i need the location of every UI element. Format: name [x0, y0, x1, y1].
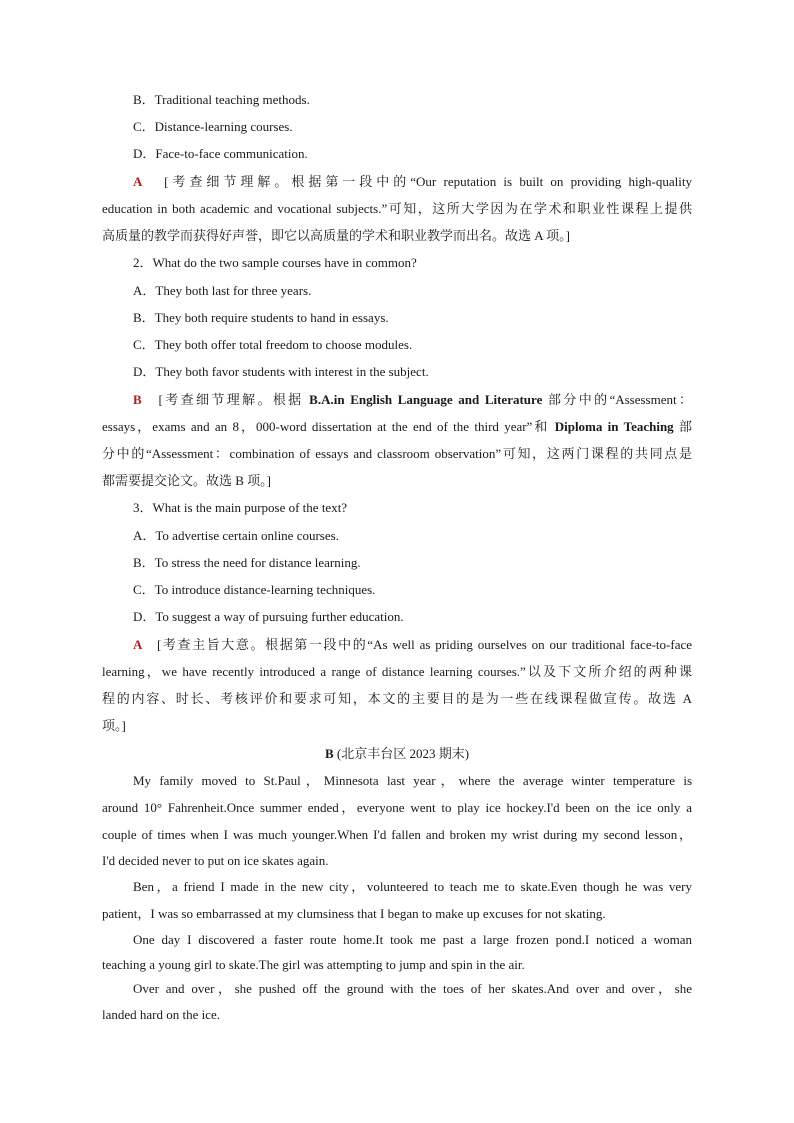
- q2-option-c: C．They both offer total freedom to choose modules.: [133, 337, 413, 352]
- q3-explanation-line: learning，we have recently introduced a range of distance learning courses.”以及下文所介绍的两种课: [102, 664, 692, 679]
- q3-explanation-line: 程的内容、时长、考核评价和要求可知，本文的主要目的是为一些在线课程做宣传。故选 A: [102, 691, 692, 706]
- passage-line: couple of times when I was much younger.When I'd fallen and broken my wrist during my second lesson，: [102, 827, 692, 842]
- q2-explanation-line: [133, 391, 692, 409]
- q1-explanation-line: 高质量的教学而获得好声誉，即它以高质量的学术和职业教学而出名。故选 A 项。]: [102, 228, 571, 243]
- course-name-diploma: Diploma in Teaching: [554, 419, 674, 434]
- q2-explanation-line: 都需要提交论文。故选 B 项。]: [102, 473, 272, 488]
- section-heading: [0, 745, 794, 763]
- q2-explanation-text: 部分中的“Assessment：: [542, 392, 692, 407]
- q3-explanation-line: [133, 636, 692, 654]
- passage-line: I'd decided never to put on ice skates again.: [102, 853, 329, 868]
- q2-option-d: D．They both favor students with interest in the subject.: [133, 364, 429, 379]
- course-name-ba: B.A.in English Language and Literature: [309, 392, 543, 407]
- q3-explanation-text: [考查主旨大意。根据第一段中的“As well as priding ourselves on our traditional face-to-face: [156, 637, 693, 652]
- q3-explanation-line: 项。]: [102, 718, 126, 733]
- passage-line: landed hard on the ice.: [102, 1007, 221, 1022]
- passage-line: One day I discovered a faster route home.It took me past a large frozen pond.I noticed a woman: [133, 932, 692, 947]
- q1-option-c: C．Distance-learning courses.: [133, 119, 293, 134]
- passage-line: around 10° Fahrenheit.Once summer ended，everyone went to play ice hockey.I'd been on the ice only a: [102, 800, 692, 815]
- q1-explanation-text: [考查细节理解。根据第一段中的“Our reputation is built on providing high-quality: [164, 174, 692, 189]
- q1-explanation-line: education in both academic and vocational subjects.”可知，这所大学因为在学术和职业性课程上提供: [102, 201, 692, 216]
- q1-option-b: B．Traditional teaching methods.: [133, 92, 310, 107]
- q3-option-c: C．To introduce distance-learning techniques.: [133, 582, 376, 597]
- passage-line: patient，I was so embarrassed at my clumsiness that I began to make up excuses for not skating.: [102, 906, 606, 921]
- q3-option-b: B．To stress the need for distance learning.: [133, 555, 361, 570]
- q2-option-b: B．They both require students to hand in essays.: [133, 310, 389, 325]
- q2-explanation-text: 部: [673, 419, 692, 434]
- q2-explanation-line: 分中的“Assessment：combination of essays and classroom observation”可知，这两门课程的共同点是: [102, 446, 692, 461]
- q2-explanation-line: [102, 418, 692, 436]
- q3-stem: 3．What is the main purpose of the text?: [133, 500, 348, 515]
- q2-explanation-text: [考查细节理解。根据: [158, 392, 310, 407]
- q3-option-d: D．To suggest a way of pursuing further education.: [133, 609, 404, 624]
- q2-stem: 2．What do the two sample courses have in common?: [133, 255, 417, 270]
- passage-line: Ben，a friend I made in the new city，volunteered to teach me to skate.Even though he was very: [133, 879, 692, 894]
- passage-line: My family moved to St.Paul，Minnesota last year，where the average winter temperature is: [133, 773, 692, 788]
- q2-option-a: A．They both last for three years.: [133, 283, 312, 298]
- q1-explanation-line: [133, 173, 692, 191]
- q3-option-a: A．To advertise certain online courses.: [133, 528, 339, 543]
- q1-option-d: D．Face-to-face communication.: [133, 146, 308, 161]
- section-letter: B: [324, 746, 334, 761]
- q3-answer-letter: A: [133, 637, 143, 652]
- passage-line: Over and over，she pushed off the ground with the toes of her skates.And over and over，she: [133, 981, 692, 996]
- section-source: (北京丰台区 2023 期末): [336, 746, 470, 761]
- q2-explanation-text: essays，exams and an 8，000-word dissertation at the end of the third year”和: [102, 419, 555, 434]
- passage-line: teaching a young girl to skate.The girl was attempting to jump and spin in the air.: [102, 957, 525, 972]
- q1-answer-letter: A: [133, 174, 143, 189]
- q2-answer-letter: B: [133, 392, 142, 407]
